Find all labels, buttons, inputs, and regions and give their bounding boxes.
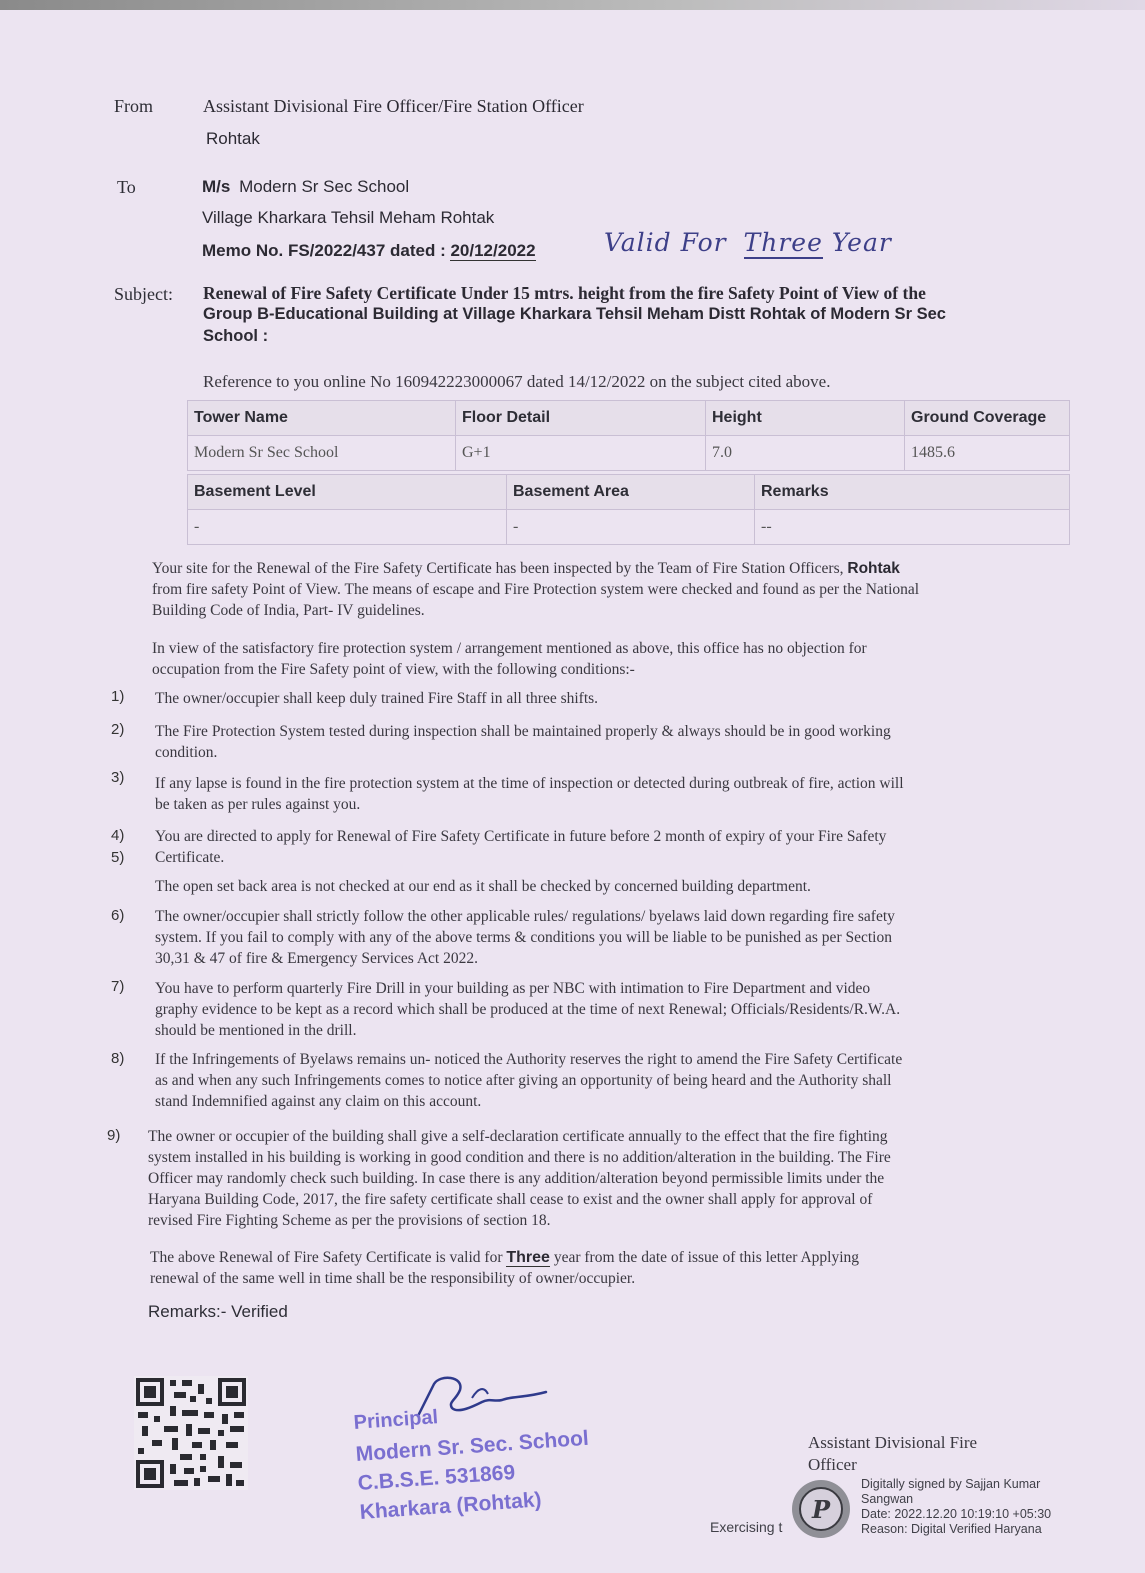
condition-8-line-1: If the Infringements of Byelaws remains un- noticed the Authority reserves the right to amend the Fire Safety Certificate xyxy=(155,1051,903,1068)
condition-7-line-1: You have to perform quarterly Fire Drill in your building as per NBC with intimation to Fire Department and video xyxy=(155,980,871,997)
cell-tower-name: Modern Sr Sec School xyxy=(188,436,456,471)
condition-3-line-2: be taken as per rules against you. xyxy=(155,796,361,813)
col-tower-name: Tower Name xyxy=(188,401,456,436)
subject-label: Subject: xyxy=(114,284,173,304)
cell-remarks: -- xyxy=(755,510,1070,545)
col-floor-detail: Floor Detail xyxy=(456,401,706,436)
scan-top-edge xyxy=(0,0,1145,10)
inspection-city: Rohtak xyxy=(847,560,900,577)
qr-code-icon xyxy=(134,1376,248,1490)
to-address: Village Kharkara Tehsil Meham Rohtak xyxy=(202,208,495,227)
table-header-row xyxy=(188,475,1070,510)
handwritten-year: Year xyxy=(831,228,892,257)
condition-number-5: 5) xyxy=(111,849,125,866)
validity-line-1 xyxy=(150,1247,1070,1268)
col-remarks: Remarks xyxy=(755,475,1070,510)
from-line-1: Assistant Divisional Fire Officer/Fire Station Officer xyxy=(203,96,584,116)
digital-signature-line-4: Reason: Digital Verified Haryana xyxy=(861,1522,1042,1536)
digital-signature-line-1: Digitally signed by Sajjan Kumar xyxy=(861,1477,1041,1491)
subject-line-3: School : xyxy=(203,327,269,345)
col-height: Height xyxy=(706,401,905,436)
from-line-2: Rohtak xyxy=(206,129,260,148)
condition-8-line-3: stand Indemnified against any claim on this account. xyxy=(155,1093,482,1110)
condition-9-line-1: The owner or occupier of the building shall give a self-declaration certificate annually to the effect that the fire fighting xyxy=(148,1128,888,1145)
inspection-line-2: from fire safety Point of View. The means of escape and Fire Protection system were checked and found as per the National xyxy=(152,581,920,598)
condition-4-line-1: You are directed to apply for Renewal of Fire Safety Certificate in future before 2 month of expiry of your Fire Safety xyxy=(155,828,887,845)
condition-2 xyxy=(155,721,1060,763)
noc-paragraph xyxy=(152,638,1087,680)
table-row xyxy=(188,436,1070,471)
cell-basement-area: - xyxy=(507,510,755,545)
condition-number-8: 8) xyxy=(111,1050,125,1067)
to-line-1 xyxy=(202,177,409,197)
subject-line-1: Renewal of Fire Safety Certificate Under 15 mtrs. height from the fire Safety Point of View of the xyxy=(203,283,926,303)
condition-6-line-1: The owner/occupier shall strictly follow the other applicable rules/ regulations/ byelaws laid down regarding fire safety xyxy=(155,908,895,925)
condition-8 xyxy=(155,1049,1060,1112)
condition-8-line-2: as and when any such Infringements comes to notice after giving an opportunity of being heard and the Authority shall xyxy=(155,1072,892,1089)
condition-number-6: 6) xyxy=(111,907,125,924)
condition-number-7: 7) xyxy=(111,978,125,995)
condition-5: The open set back area is not checked at our end as it shall be checked by concerned building department. xyxy=(155,878,811,895)
col-basement-level: Basement Level xyxy=(188,475,507,510)
noc-line-1: In view of the satisfactory fire protection system / arrangement mentioned as above, this office has no objection for xyxy=(152,640,867,657)
table-header-row xyxy=(188,401,1070,436)
condition-9-line-2: system installed in his building is working in good condition and there is no addition/alteration in the building. The Fire xyxy=(148,1149,891,1166)
condition-2-line-1: The Fire Protection System tested during inspection shall be maintained properly & always should be in good working xyxy=(155,723,891,740)
handwritten-valid-for: Valid For xyxy=(604,228,727,257)
condition-1: The owner/occupier shall keep duly trained Fire Staff in all three shifts. xyxy=(155,690,599,707)
subject-line-2: Group B-Educational Building at Village Kharkara Tehsil Meham Distt Rohtak of Modern Sr Sec xyxy=(203,305,946,323)
inspection-line-3: Building Code of India, Part- IV guidelines. xyxy=(152,602,425,619)
digital-signature-line-2: Sangwan xyxy=(861,1492,914,1506)
col-basement-area: Basement Area xyxy=(507,475,755,510)
inspection-line-1 xyxy=(152,558,1087,579)
stamp-cbse: C.B.S.E. 531869 xyxy=(357,1461,516,1495)
condition-9-line-4: Haryana Building Code, 2017, the fire safety certificate shall cease to exist and the owner shall apply for approval of xyxy=(148,1191,873,1208)
condition-number-2: 2) xyxy=(111,721,125,738)
condition-3-line-1: If any lapse is found in the fire protection system at the time of inspection or detected during outbreak of fire, action will xyxy=(155,775,904,792)
stamp-location: Kharkara (Rohtak) xyxy=(359,1488,543,1524)
stamp-principal: Principal xyxy=(353,1406,439,1434)
inspection-line-1-text: Your site for the Renewal of the Fire Safety Certificate has been inspected by the Team of Fire Station Officers, xyxy=(152,560,848,577)
officer-designation-2: Officer xyxy=(808,1455,857,1474)
condition-3 xyxy=(155,773,1060,815)
handwritten-three: Three xyxy=(743,228,823,257)
condition-4-line-2: Certificate. xyxy=(155,849,225,866)
validity-three: Three xyxy=(506,1249,550,1266)
recipient-name: Modern Sr Sec School xyxy=(239,177,410,196)
svg-text:P: P xyxy=(811,1495,831,1524)
cell-basement-level: - xyxy=(188,510,507,545)
validity-line-1-pre: The above Renewal of Fire Safety Certificate is valid for xyxy=(150,1249,507,1266)
from-label: From xyxy=(114,96,154,116)
condition-2-line-2: condition. xyxy=(155,744,218,761)
condition-number-9: 9) xyxy=(107,1127,121,1144)
to-label: To xyxy=(117,177,136,197)
condition-number-3: 3) xyxy=(111,769,125,786)
memo-line xyxy=(202,241,536,261)
noc-line-2: occupation from the Fire Safety point of view, with the following conditions:- xyxy=(152,661,635,678)
validity-line-1-post: year from the date of issue of this letter Applying xyxy=(549,1249,860,1266)
condition-7 xyxy=(155,978,1060,1041)
building-details-table xyxy=(187,400,1070,471)
condition-7-line-2: graphy evidence to be kept as a record which shall be produced at the time of next Renewal; Officials/Residents/R.W.A. xyxy=(155,1001,901,1018)
condition-6 xyxy=(155,906,1060,969)
memo-number: Memo No. FS/2022/437 dated : xyxy=(202,241,451,260)
handwritten-validity-note xyxy=(604,228,892,257)
digital-signature-seal-icon xyxy=(790,1478,852,1540)
cell-ground-coverage: 1485.6 xyxy=(905,436,1070,471)
exercising-text: Exercising t xyxy=(710,1519,783,1535)
table-row xyxy=(188,510,1070,545)
condition-number-1: 1) xyxy=(111,688,125,705)
officer-designation-1: Assistant Divisional Fire xyxy=(808,1433,978,1452)
memo-date: 20/12/2022 xyxy=(450,241,536,260)
condition-9-line-5: revised Fire Fighting Scheme as per the provisions of section 18. xyxy=(148,1212,551,1229)
ms-prefix: M/s xyxy=(202,177,231,196)
reference-line: Reference to you online No 160942223000067 dated 14/12/2022 on the subject cited above. xyxy=(203,372,831,391)
digital-signature-line-3: Date: 2022.12.20 10:19:10 +05:30 xyxy=(861,1507,1052,1521)
cell-floor-detail: G+1 xyxy=(456,436,706,471)
condition-9 xyxy=(148,1126,1060,1231)
remarks-line: Remarks:- Verified xyxy=(148,1302,288,1321)
inspection-paragraph xyxy=(152,558,1087,621)
validity-line-2: renewal of the same well in time shall be the responsibility of owner/occupier. xyxy=(150,1270,636,1287)
cell-height: 7.0 xyxy=(706,436,905,471)
stamp-school: Modern Sr. Sec. School xyxy=(355,1426,590,1466)
validity-paragraph xyxy=(150,1247,1070,1289)
digital-signature-text xyxy=(861,1477,1051,1537)
condition-number-4: 4) xyxy=(111,827,125,844)
condition-7-line-3: should be mentioned in the drill. xyxy=(155,1022,357,1039)
condition-4 xyxy=(155,826,1060,868)
col-ground-coverage: Ground Coverage xyxy=(905,401,1070,436)
condition-6-line-3: 30,31 & 47 of fire & Emergency Services Act 2022. xyxy=(155,950,478,967)
condition-6-line-2: system. If you fail to comply with any of the above terms & conditions you will be liable to be punished as per Section xyxy=(155,929,892,946)
condition-9-line-3: Officer may randomly check such building. In case there is any addition/alteration beyond permissible limits under the xyxy=(148,1170,885,1187)
basement-table xyxy=(187,474,1070,545)
